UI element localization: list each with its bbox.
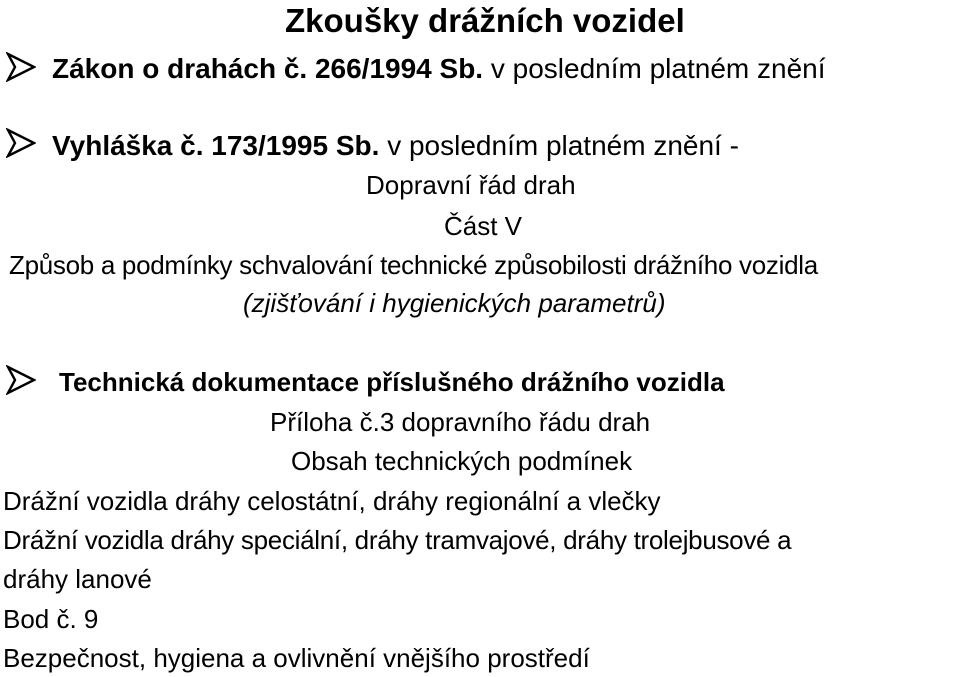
dopravni-rad-line: Dopravní řád drah (366, 170, 576, 200)
drazni-vozidla-line-1: Drážní vozidla dráhy celostátní, dráhy regionální a vlečky (3, 486, 661, 516)
law-item (52, 55, 826, 83)
cast-line: Část V (444, 211, 523, 241)
law-title: Zákon o drahách č. 266/1994 Sb. (52, 53, 484, 84)
decree-item (52, 132, 739, 160)
technical-documentation-item: Technická dokumentace příslušného drážního vozidla (59, 367, 725, 397)
arrowhead-bullet-icon (6, 365, 36, 395)
zjistovani-line: (zjišťování i hygienických parametrů) (243, 288, 666, 318)
priloha-line: Příloha č.3 dopravního řádu drah (270, 407, 651, 437)
decree-title: Vyhláška č. 173/1995 Sb. (52, 130, 380, 161)
arrowhead-bullet-icon (6, 128, 36, 158)
decree-validity: v posledním platném znění - (379, 130, 739, 161)
law-validity: v posledním platném znění (483, 53, 826, 84)
zpusob-line: Způsob a podmínky schvalování technické způsobilosti drážního vozidla (9, 250, 818, 280)
arrowhead-bullet-icon (6, 52, 36, 82)
page-title: Zkoušky drážních vozidel (285, 2, 685, 39)
bezpecnost-line: Bezpečnost, hygiena a ovlivnění vnějšího prostředí (3, 643, 590, 673)
bod-line: Bod č. 9 (3, 604, 99, 634)
drazni-vozidla-line-2: Drážní vozidla dráhy speciální, dráhy tramvajové, dráhy trolejbusové a (3, 525, 792, 555)
obsah-line: Obsah technických podmínek (291, 446, 633, 476)
drahy-lanove-line: dráhy lanové (3, 564, 152, 594)
